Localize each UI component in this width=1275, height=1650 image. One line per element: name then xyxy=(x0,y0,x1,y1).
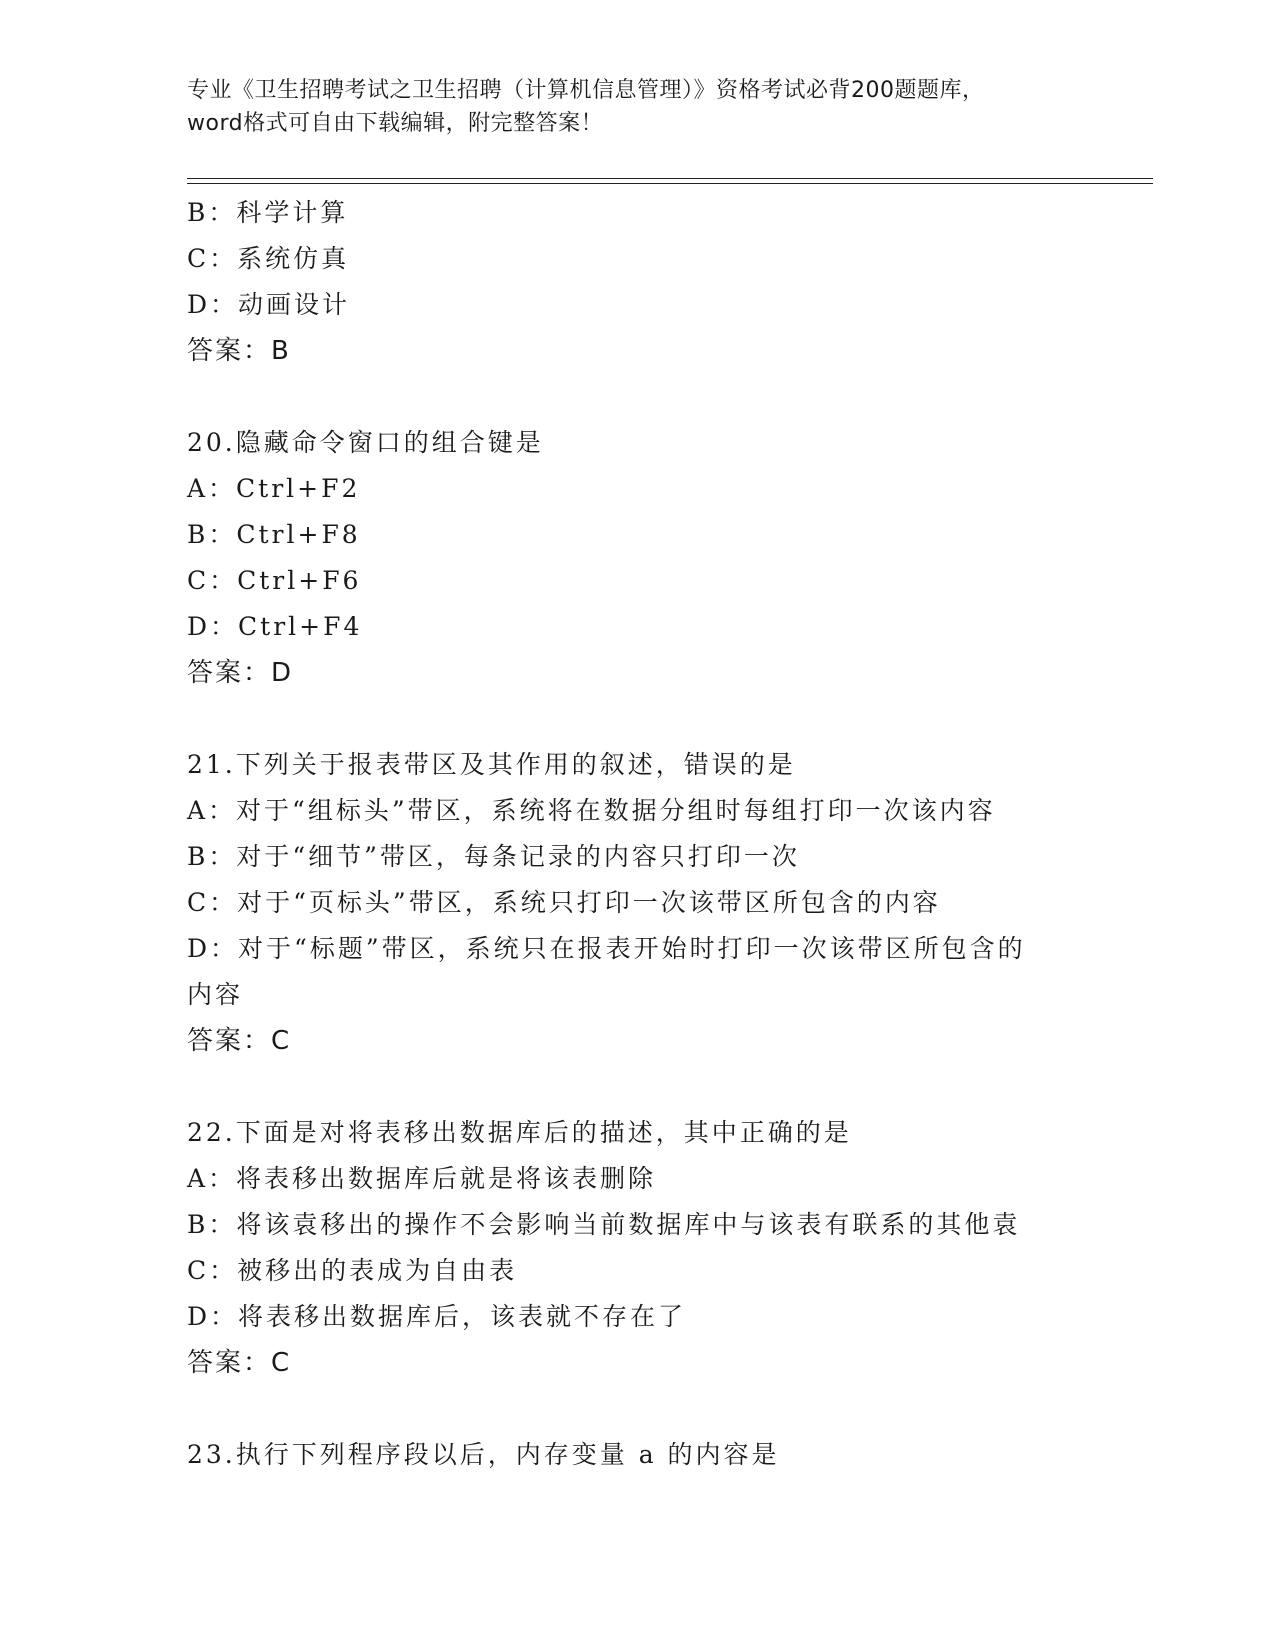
option-c: C：被移出的表成为自由表 xyxy=(187,1256,518,1285)
question-19-block xyxy=(187,190,1087,374)
option-b: B：科学计算 xyxy=(187,198,349,227)
header-line-1: 专业《卫生招聘考试之卫生招聘（计算机信息管理）》资格考试必背200题题库， xyxy=(187,78,985,103)
document-header xyxy=(187,74,1087,140)
option-b: B：将该袁移出的操作不会影响当前数据库中与该表有联系的其他袁 xyxy=(187,1210,1021,1239)
answer: 答案：C xyxy=(187,1026,292,1056)
option-b: B：对于“细节”带区，每条记录的内容只打印一次 xyxy=(187,842,800,871)
spacer xyxy=(187,1064,1087,1110)
option-c: C：Ctrl+F6 xyxy=(187,566,362,595)
header-divider-top xyxy=(187,178,1153,179)
option-c: C：对于“页标头”带区，系统只打印一次该带区所包含的内容 xyxy=(187,888,941,917)
header-line-2: word格式可自由下载编辑，附完整答案！ xyxy=(187,111,604,136)
answer: 答案：B xyxy=(187,336,291,366)
answer: 答案：C xyxy=(187,1348,292,1378)
option-d-line-2: 内容 xyxy=(187,980,244,1009)
spacer xyxy=(187,374,1087,420)
question-text: 20.隐藏命令窗口的组合键是 xyxy=(187,428,544,457)
spacer xyxy=(187,1386,1087,1432)
question-list xyxy=(187,190,1087,1478)
option-c: C：系统仿真 xyxy=(187,244,350,273)
option-d-line-1: D：对于“标题”带区，系统只在报表开始时打印一次该带区所包含的 xyxy=(187,934,1026,963)
option-d: D：动画设计 xyxy=(187,290,351,319)
question-text: 23.执行下列程序段以后，内存变量 a 的内容是 xyxy=(187,1440,780,1469)
option-d: D：将表移出数据库后，该表就不存在了 xyxy=(187,1302,687,1331)
header-divider-bottom xyxy=(187,183,1153,184)
spacer xyxy=(187,696,1087,742)
question-21-block xyxy=(187,742,1087,1064)
option-a: A：Ctrl+F2 xyxy=(187,474,361,503)
question-22-block xyxy=(187,1110,1087,1386)
option-a: A：将表移出数据库后就是将该表删除 xyxy=(187,1164,657,1193)
option-b: B：Ctrl+F8 xyxy=(187,520,361,549)
option-a: A：对于“组标头”带区，系统将在数据分组时每组打印一次该内容 xyxy=(187,796,996,825)
question-text: 21.下列关于报表带区及其作用的叙述，错误的是 xyxy=(187,750,796,779)
question-23-block xyxy=(187,1432,1087,1478)
option-d: D：Ctrl+F4 xyxy=(187,612,363,641)
question-text: 22.下面是对将表移出数据库后的描述，其中正确的是 xyxy=(187,1118,852,1147)
answer: 答案：D xyxy=(187,658,294,688)
question-20-block xyxy=(187,420,1087,696)
